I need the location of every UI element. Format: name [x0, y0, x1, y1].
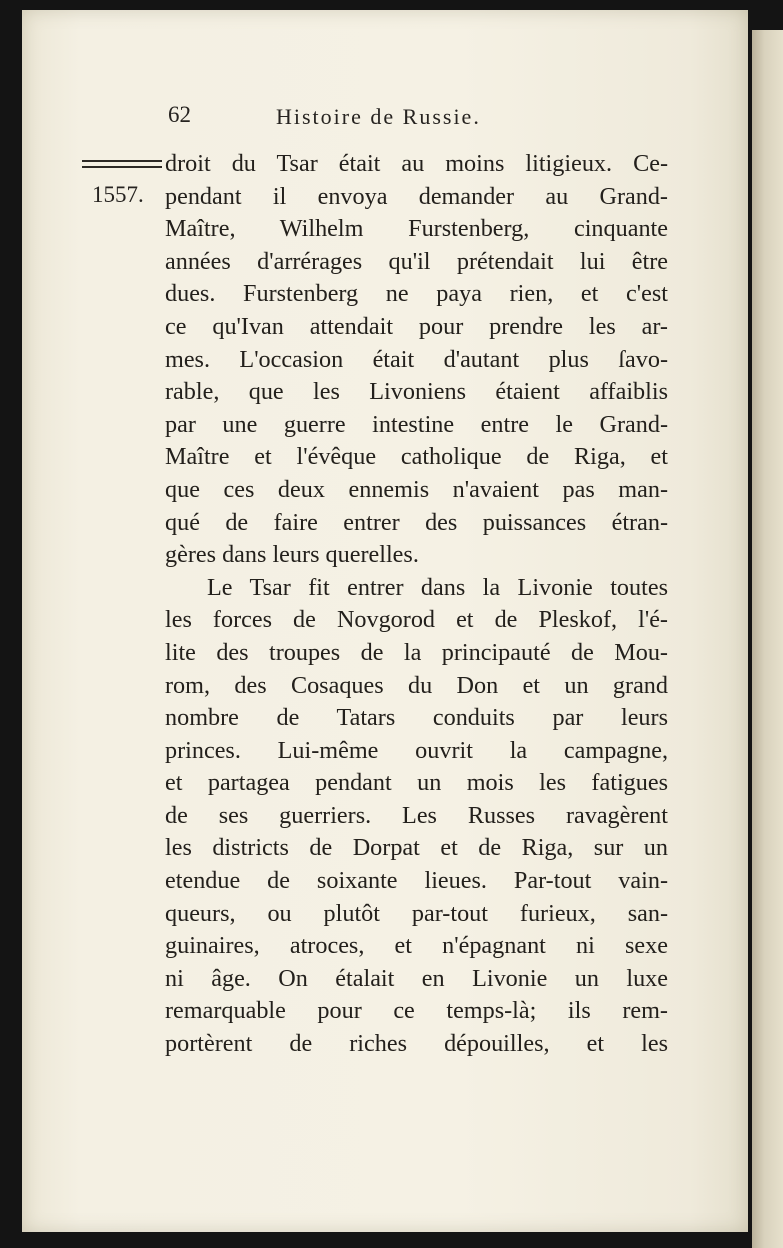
- text-line: dues. Furstenberg ne paya rien, et c'est: [165, 280, 668, 308]
- body-text: [165, 148, 668, 1061]
- text-line: et partagea pendant un mois les fatigues: [165, 769, 668, 797]
- text-line: mes. L'occasion était d'autant plus ſavo-: [165, 345, 668, 373]
- text-line: droit du Tsar était au moins litigieux. Ce-: [165, 150, 668, 177]
- page-number: 62: [168, 102, 191, 127]
- text-line: de ses guerriers. Les Russes ravagèrent: [165, 801, 668, 829]
- text-line: que ces deux ennemis n'avaient pas man-: [165, 475, 668, 503]
- text-line: ce qu'Ivan attendait pour prendre les ar-: [165, 312, 668, 340]
- text-line: queurs, ou plutôt par-tout furieux, san-: [165, 899, 668, 927]
- text-line: princes. Lui-même ouvrit la campagne,: [165, 736, 668, 764]
- text-line: lite des troupes de la principauté de Mou-: [165, 638, 668, 666]
- text-line: années d'arrérages qu'il prétendait lui être: [165, 247, 668, 275]
- text-line: pendant il envoya demander au Grand-: [165, 182, 668, 210]
- next-page-edge: [752, 30, 783, 1248]
- text-line: gères dans leurs querelles.: [165, 541, 419, 569]
- margin-rule-top: [82, 160, 162, 162]
- text-line: remarquable pour ce temps-là; ils rem-: [165, 997, 668, 1025]
- text-line: portèrent de riches dépouilles, et les: [165, 1030, 668, 1058]
- text-line: Le Tsar fit entrer dans la Livonie toutes: [207, 573, 668, 601]
- margin-year: 1557.: [92, 182, 144, 207]
- text-line: par une guerre intestine entre le Grand-: [165, 410, 668, 438]
- text-line: nombre de Tatars conduits par leurs: [165, 704, 668, 732]
- text-line: Maître et l'évêque catholique de Riga, et: [165, 443, 668, 471]
- text-line: rable, que les Livoniens étaient affaiblis: [165, 378, 668, 406]
- running-title: Histoire de Russie.: [276, 104, 481, 129]
- text-line: ni âge. On étalait en Livonie un luxe: [165, 964, 668, 992]
- margin-rule-bottom: [82, 166, 162, 168]
- text-line: rom, des Cosaques du Don et un grand: [165, 671, 668, 699]
- text-line: les districts de Dorpat et de Riga, sur un: [165, 834, 668, 862]
- text-line: Maître, Wilhelm Furstenberg, cinquante: [165, 215, 668, 243]
- text-line: guinaires, atroces, et n'épagnant ni sexe: [165, 932, 668, 960]
- text-line: les forces de Novgorod et de Pleskof, l'é-: [165, 606, 668, 634]
- text-line: qué de faire entrer des puissances étran-: [165, 508, 668, 536]
- text-line: etendue de soixante lieues. Par-tout vain-: [165, 867, 668, 895]
